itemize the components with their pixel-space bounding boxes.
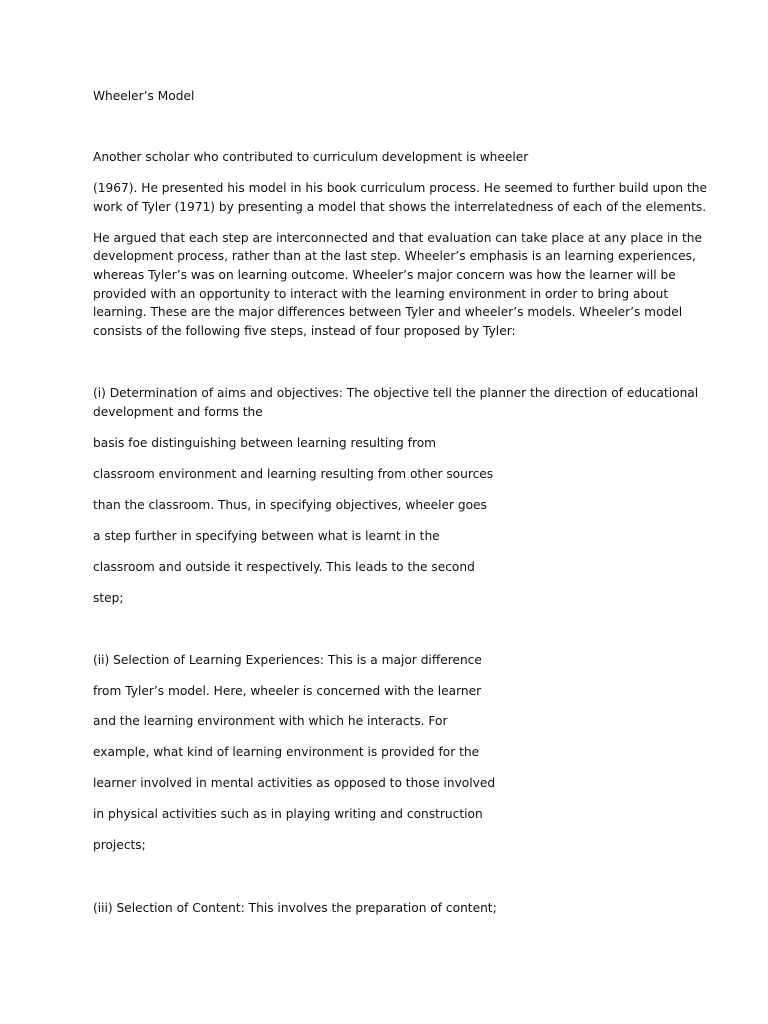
document-title: Wheeler’s Model	[93, 89, 195, 103]
text-line: (1967). He presented his model in his book curriculum process. He seemed to further build upon the	[93, 181, 708, 195]
text-line: classroom environment and learning resulting from other sources	[93, 467, 494, 481]
text-line: learning. These are the major differences between Tyler and wheeler’s models. Wheeler’s model	[93, 305, 683, 319]
text-line: than the classroom. Thus, in specifying objectives, wheeler goes	[93, 498, 487, 512]
text-line: He argued that each step are interconnected and that evaluation can take place at any place in the	[93, 231, 703, 245]
text-line: development process, rather than at the last step. Wheeler’s emphasis is an learning experiences,	[93, 249, 696, 263]
text-line: classroom and outside it respectively. This leads to the second	[93, 560, 475, 574]
text-line: example, what kind of learning environment is provided for the	[93, 745, 480, 759]
text-line: from Tyler’s model. Here, wheeler is concerned with the learner	[93, 684, 482, 698]
text-line: and the learning environment with which he interacts. For	[93, 714, 448, 728]
text-line: whereas Tyler’s was on learning outcome. Wheeler’s major concern was how the learner will be	[93, 268, 676, 282]
text-line: learner involved in mental activities as opposed to those involved	[93, 776, 496, 790]
text-line: in physical activities such as in playing writing and construction	[93, 807, 483, 821]
text-line: provided with an opportunity to interact with the learning environment in order to bring about	[93, 287, 669, 301]
text-line: work of Tyler (1971) by presenting a model that shows the interrelatedness of each of the elements.	[93, 200, 707, 214]
text-line: development and forms the	[93, 405, 263, 419]
text-line: projects;	[93, 838, 146, 852]
text-line: consists of the following five steps, instead of four proposed by Tyler:	[93, 324, 516, 338]
text-line: a step further in specifying between what is learnt in the	[93, 529, 440, 543]
text-line: (ii) Selection of Learning Experiences: This is a major difference	[93, 653, 482, 667]
text-line: step;	[93, 591, 124, 605]
text-line: (iii) Selection of Content: This involves the preparation of content;	[93, 901, 497, 915]
text-line: Another scholar who contributed to curriculum development is wheeler	[93, 150, 529, 164]
text-line: (i) Determination of aims and objectives: The objective tell the planner the direction of educational	[93, 386, 699, 400]
text-line: basis foe distinguishing between learning resulting from	[93, 436, 437, 450]
